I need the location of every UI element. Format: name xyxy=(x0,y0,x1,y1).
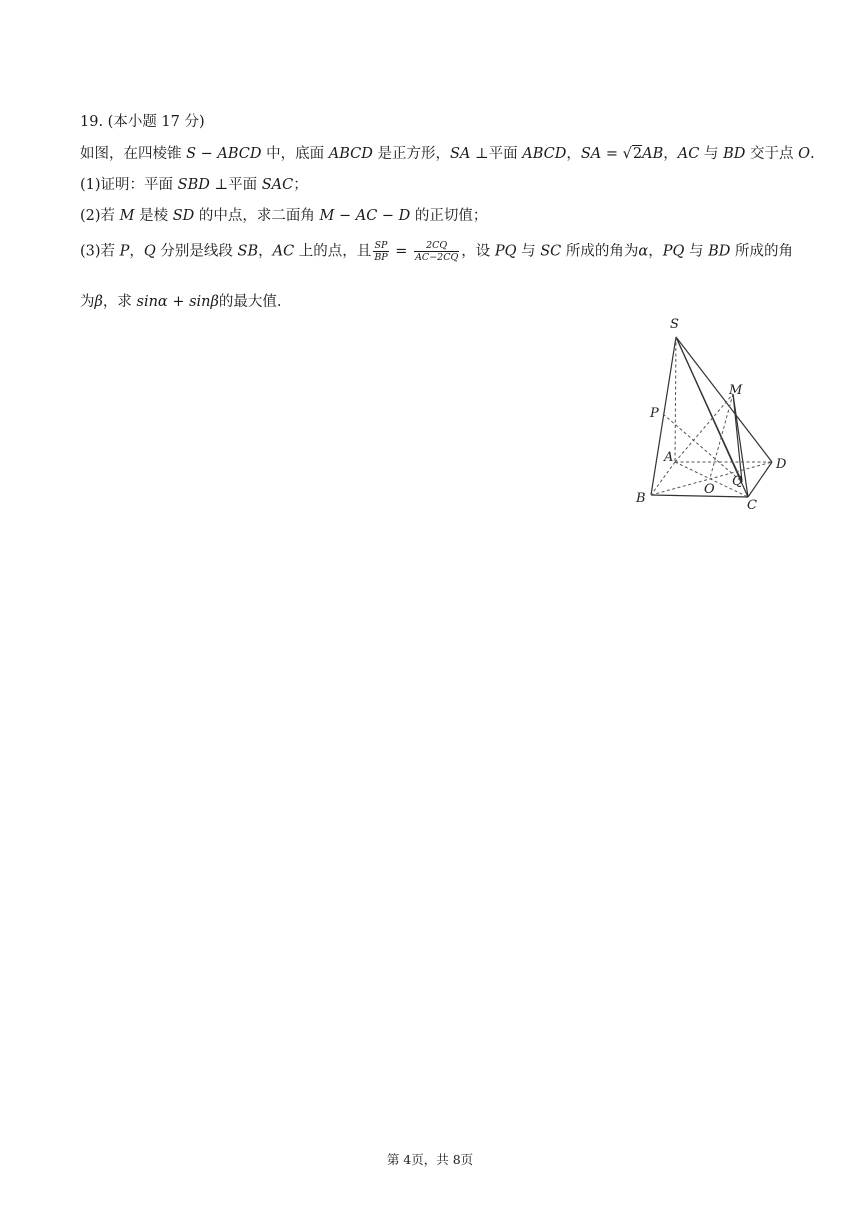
part-3-line-2: 为β，求 sinα + sinβ的最大值. xyxy=(80,294,282,310)
label-D: D xyxy=(776,457,787,472)
pyramid-figure xyxy=(630,312,795,512)
sqrt-symbol: √2 xyxy=(622,146,643,162)
edge-BC xyxy=(651,495,748,497)
problem-header: 19. (本小题 17 分) xyxy=(80,114,205,130)
label-B: B xyxy=(636,491,646,506)
edge-CD xyxy=(748,462,772,497)
pyramid-diagram xyxy=(630,312,795,512)
page-footer: 第 4页，共 8页 xyxy=(386,1152,474,1167)
label-O: O xyxy=(704,482,715,497)
label-A: A xyxy=(664,450,674,465)
label-P: P xyxy=(650,406,659,421)
part-1: (1)证明：平面 SBD ⊥平面 SAC； xyxy=(80,177,308,193)
label-C: C xyxy=(747,498,757,512)
problem-statement: 如图，在四棱锥 S − ABCD 中，底面 ABCD 是正方形，SA ⊥平面 ABCD，SA = √2AB，AC 与 BD 交于点 O. xyxy=(80,146,815,162)
edge-AB xyxy=(651,462,675,495)
fraction-cq: $\frac{2CQ}{AC-2CQ}$ xyxy=(415,240,459,263)
edge-AM xyxy=(675,394,733,462)
label-M: M xyxy=(729,383,743,398)
label-Q: Q xyxy=(732,474,743,489)
part-3-line-1: (3)若 P，Q 分别是线段 SB，AC 上的点，且 $\frac{SP}{BP}$ = $\frac{2CQ}{AC-2CQ}$ ，设 PQ 与 SC 所成的角为α，PQ 与 BD 所成的角 xyxy=(80,240,793,263)
label-S: S xyxy=(670,317,679,332)
edge-SA xyxy=(675,337,676,462)
part-2: (2)若 M 是棱 SD 的中点，求二面角 M − AC − D 的正切值； xyxy=(80,208,488,224)
fraction-sp-bp: $\frac{SP}{BP}$ xyxy=(374,240,388,263)
